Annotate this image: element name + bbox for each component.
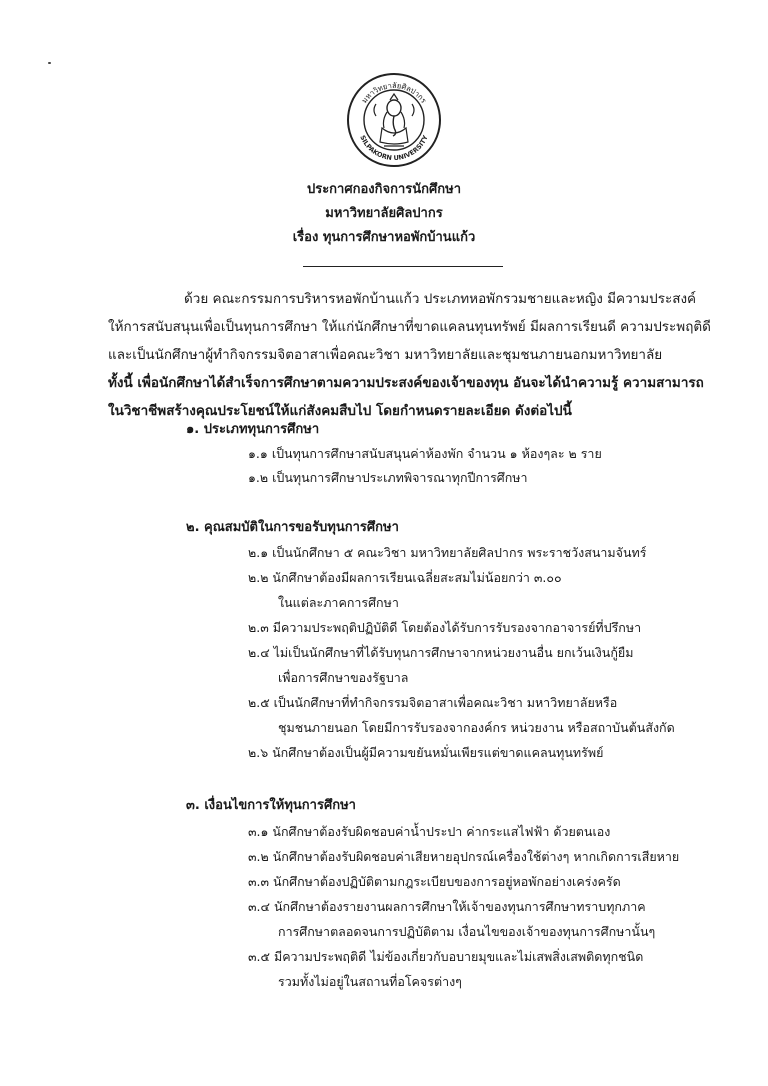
section-3-item-continued: การศึกษาตลอดจนการปฏิบัติตาม เงื่อนไขของเจ้าของทุนการศึกษานั้นๆ [278, 924, 656, 939]
intro-line-3: และเป็นนักศึกษาผู้ทำกิจกรรมจิตอาสาเพื่อคณะวิชา มหาวิทยาลัยและชุมชนภายนอกมหาวิทยาลัย [108, 347, 663, 363]
announcement-subject: เรื่อง ทุนการศึกษาหอพักบ้านแก้ว [292, 230, 476, 245]
title-divider [303, 266, 503, 267]
section-1-item: ๑.๑ เป็นทุนการศึกษาสนับสนุนค่าห้องพัก จำนวน ๑ ห้องๆละ ๒ ราย [248, 446, 602, 461]
svg-text:SILPAKORN UNIVERSITY [358, 134, 429, 162]
section-2-item: ๒.๔ ไม่เป็นนักศึกษาที่ได้รับทุนการศึกษาจากหน่วยงานอื่น ยกเว้นเงินกู้ยืม [248, 645, 634, 660]
scan-speck [48, 62, 51, 64]
section-2-item: ๒.๕ เป็นนักศึกษาที่ทำกิจกรรมจิตอาสาเพื่อคณะวิชา มหาวิทยาลัยหรือ [248, 695, 618, 710]
section-3-title: ๓. เงื่อนไขการให้ทุนการศึกษา [186, 798, 356, 813]
section-1-item: ๑.๒ เป็นทุนการศึกษาประเภทพิจารณาทุกปีการศึกษา [248, 470, 528, 485]
section-2-item: ๒.๖ นักศึกษาต้องเป็นผู้มีความขยันหมั่นเพียรแต่ขาดแคลนทุนทรัพย์ [248, 745, 604, 760]
section-3-item: ๓.๒ นักศึกษาต้องรับผิดชอบค่าเสียหายอุปกรณ์เครื่องใช้ต่างๆ หากเกิดการเสียหาย [248, 849, 680, 864]
seal-ring-text [346, 72, 442, 168]
announcement-issuer: ประกาศกองกิจการนักศึกษา [306, 182, 462, 197]
seal-bottom-text: SILPAKORN UNIVERSITY [358, 134, 430, 163]
section-3-item: ๓.๕ มีความประพฤติดี ไม่ข้องเกี่ยวกับอบายมุขและไม่เสพสิ่งเสพติดทุกชนิด [248, 949, 644, 964]
section-2-item-continued: เพื่อการศึกษาของรัฐบาล [278, 670, 409, 685]
university-seal-logo [346, 72, 442, 168]
section-2-item: ๒.๑ เป็นนักศึกษา ๕ คณะวิชา มหาวิทยาลัยศิลปากร พระราชวังสนามจันทร์ [248, 545, 647, 560]
section-2-item: ๒.๓ มีความประพฤติปฏิบัติดี โดยต้องได้รับการรับรองจากอาจารย์ที่ปรึกษา [248, 620, 642, 635]
seal-top-text: มหาวิทยาลัยศิลปากร [359, 80, 429, 105]
intro-line-2: ให้การสนับสนุนเพื่อเป็นทุนการศึกษา ให้แก่นักศึกษาที่ขาดแคลนทุนทรัพย์ มีผลการเรียนดี ความประพฤติดี [108, 319, 711, 335]
section-2-item: ๒.๒ นักศึกษาต้องมีผลการเรียนเฉลี่ยสะสมไม่น้อยกว่า ๓.๐๐ [248, 570, 562, 585]
intro-line-4: ทั้งนี้ เพื่อนักศึกษาได้สำเร็จการศึกษาตามความประสงค์ของเจ้าของทุน อันจะได้นำความรู้ ความสามารถ [108, 375, 704, 391]
section-2-item-continued: ชุมชนภายนอก โดยมีการรับรองจากองค์กร หน่วยงาน หรือสถาบันต้นสังกัด [278, 720, 675, 735]
section-1-title: ๑. ประเภททุนการศึกษา [186, 422, 320, 437]
section-3-item-continued: รวมทั้งไม่อยู่ในสถานที่อโคจรต่างๆ [278, 974, 462, 989]
section-2-item-continued: ในแต่ละภาคการศึกษา [278, 595, 399, 610]
university-name: มหาวิทยาลัยศิลปากร [325, 206, 443, 221]
intro-line-1: ด้วย คณะกรรมการบริหารหอพักบ้านแก้ว ประเภทหอพักรวมชายและหญิง มีความประสงค์ [184, 291, 697, 307]
section-3-item: ๓.๑ นักศึกษาต้องรับผิดชอบค่าน้ำประปา ค่ากระแสไฟฟ้า ด้วยตนเอง [248, 824, 611, 839]
intro-line-5: ในวิชาชีพสร้างคุณประโยชน์ให้แก่สังคมสืบไป โดยกำหนดรายละเอียด ดังต่อไปนี้ [108, 403, 572, 419]
section-3-item: ๓.๓ นักศึกษาต้องปฏิบัติตามกฎระเบียบของการอยู่หอพักอย่างเคร่งครัด [248, 874, 621, 889]
section-3-item: ๓.๔ นักศึกษาต้องรายงานผลการศึกษาให้เจ้าของทุนการศึกษาทราบทุกภาค [248, 899, 646, 914]
section-2-title: ๒. คุณสมบัติในการขอรับทุนการศึกษา [186, 520, 399, 535]
svg-text:มหาวิทยาลัยศิลปากร [360, 81, 429, 105]
